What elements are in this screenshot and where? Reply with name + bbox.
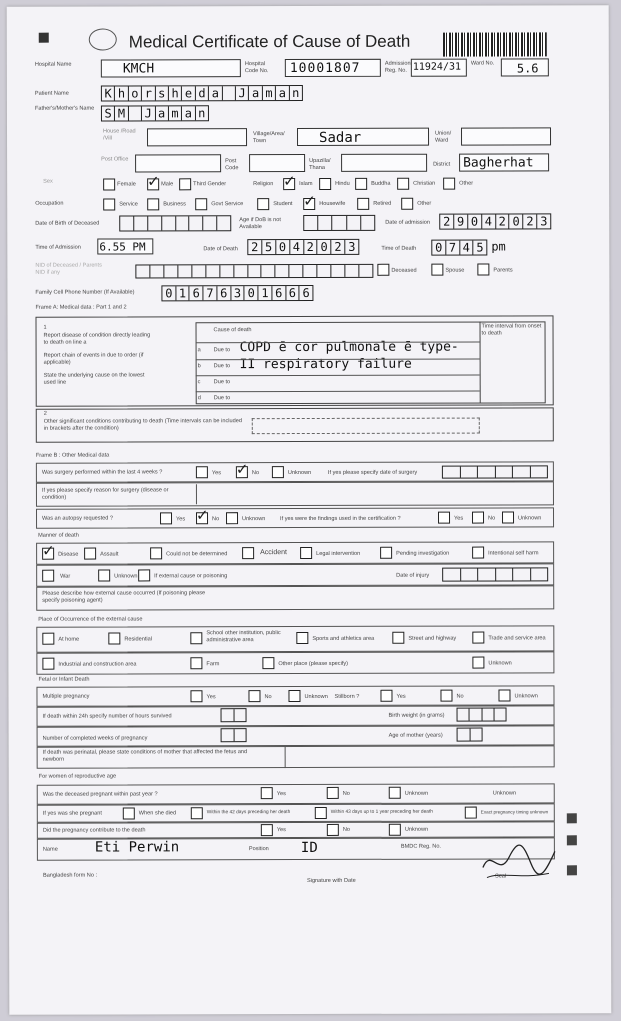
patient-letter: e (182, 86, 195, 100)
fetal-title: Fetal or Infant Death (38, 676, 90, 683)
surgery-unknown-label: Unknown (287, 469, 312, 477)
perinatal-label: If death was perinatal, please state conditions of mother that affected the fetus and newborn (42, 749, 248, 763)
place-title: Place of Occurrence of the external cause (38, 616, 143, 623)
manner-unknown-label: Unknown (114, 573, 138, 580)
hospital-name-value: KMCH (122, 61, 155, 77)
digit: 0 (245, 286, 259, 300)
manner-war-label: War (60, 573, 71, 580)
place-sports-checkbox[interactable] (296, 632, 308, 644)
row-d-due: Due to (213, 395, 231, 402)
place-industrial-label: Industrial and construction area (58, 661, 137, 668)
when-died-label: When she died (138, 810, 177, 817)
place-unknown-label: Unknown (488, 660, 512, 667)
patient-letter: a (276, 86, 289, 100)
frame-a-title: Frame A: Medical data : Part 1 and 2 (35, 304, 127, 311)
post-office-field[interactable] (135, 154, 221, 172)
digit: 3 (231, 286, 245, 300)
occ-other-label: Other (417, 200, 432, 207)
row-dividers (196, 342, 480, 393)
village-label: Village/Area/ Town (253, 131, 285, 144)
occ-service-checkbox[interactable] (103, 199, 115, 211)
contribute-no-checkbox[interactable] (327, 824, 339, 836)
manner-external-label: If external cause or poisoning (154, 573, 228, 580)
digit: 0 (510, 214, 524, 228)
pregnant-no-label: No (342, 790, 350, 797)
manner-legal-label: Legal intervention (316, 550, 361, 557)
manner-war-checkbox[interactable] (42, 570, 54, 582)
manner-pending-checkbox[interactable] (380, 547, 392, 559)
patient-letter: m (263, 86, 276, 100)
digit: 2 (332, 240, 346, 254)
pregnant-yes-label: Yes (276, 791, 286, 798)
patient-name-label: Patient Name (34, 90, 69, 97)
union-label: Union/ Ward (435, 130, 452, 144)
position-value: ID (300, 839, 318, 857)
stillborn-yes-label: Yes (396, 693, 406, 700)
part1-instruction-3: State the underlying cause on the lowest used line (43, 372, 145, 386)
position-label: Position (248, 846, 269, 853)
village-value: Sadar (319, 129, 362, 146)
digit: 6 (286, 286, 300, 300)
surgery-question: Was surgery performed within the last 4 weeks ? (41, 469, 163, 476)
place-sports-label: Sports and athletics area (312, 635, 375, 642)
place-trade-label: Trade and service area (488, 635, 546, 642)
external-describe-label: Please describe how external cause occurred (If poisoning please specify poisoning agent) (42, 590, 206, 604)
digit: 0 (468, 215, 482, 229)
father-letter: a (155, 106, 168, 120)
signature-label: Signature with Date (306, 877, 356, 885)
stillborn-label: Stillborn ? (334, 693, 360, 700)
place-other-label: Other place (please specify) (278, 660, 349, 668)
findings-unknown-label: Unknown (518, 515, 542, 522)
mother-age-boxes[interactable] (457, 728, 483, 742)
manner-legal-checkbox[interactable] (300, 547, 312, 559)
patient-letter: h (169, 86, 182, 100)
occ-retired-checkbox[interactable] (357, 198, 369, 210)
admission-date-label: Date of admission (385, 219, 431, 226)
autopsy-unknown-checkbox[interactable] (226, 512, 238, 524)
multiple-pregnancy-label: Multiple pregnancy (42, 693, 90, 700)
religion-hindu-checkbox[interactable] (319, 178, 331, 190)
age-label: Age if DoB is not Available (239, 217, 281, 230)
digit: 7 (446, 241, 460, 255)
page-title: Medical Certificate of Cause of Death (128, 31, 411, 52)
within43-label: Within 43 days up to 1 year preceding her death (330, 809, 433, 815)
handwritten-signature (479, 837, 559, 883)
findings-no-label: No (488, 515, 496, 522)
multiple-no-checkbox[interactable] (248, 690, 260, 702)
parents-checkbox[interactable] (477, 264, 489, 276)
form-corner-mark (39, 33, 49, 43)
part1-instruction-1: Report disease of condition directly leading to death on line a (43, 332, 151, 346)
occ-housewife-label: Housewife (319, 200, 346, 207)
women-title: For women of reproductive age (38, 773, 117, 780)
manner-selfharm-checkbox[interactable] (472, 547, 484, 559)
patient-letter: a (209, 86, 222, 100)
digit: 4 (460, 241, 474, 255)
father-name-label: Father's/Mother's Name (34, 105, 95, 112)
digit: 1 (259, 286, 273, 300)
name-label: Name (42, 846, 58, 853)
surgery-yes-checkbox[interactable] (196, 466, 208, 478)
bmdc-label: BMDC Reg. No. (400, 843, 441, 850)
place-home-label: At home (58, 636, 80, 643)
manner-selfharm-label: Intentional self harm (488, 550, 539, 557)
surgery-date-boxes[interactable] (442, 465, 548, 478)
father-letter: J (142, 106, 155, 120)
occ-housewife-checkbox[interactable] (303, 198, 315, 210)
deceased-checkbox[interactable] (377, 264, 389, 276)
father-letter: a (182, 106, 195, 120)
religion-islam-label: Islam (299, 180, 313, 188)
hours-survived-label: If death within 24h specify number of hours survived (42, 713, 172, 720)
house-road-label: House /Road /Vill (103, 128, 136, 142)
manner-unknown-checkbox[interactable] (98, 570, 110, 582)
seal-label: Seal (494, 873, 507, 880)
stillborn-yes-checkbox[interactable] (380, 690, 392, 702)
patient-letter: o (129, 86, 142, 100)
time-interval-header: Time interval from onset to death (481, 323, 542, 337)
spouse-label: Spouse (445, 267, 465, 274)
manner-title: Manner of death (38, 532, 79, 539)
manner-disease-label: Disease (58, 551, 79, 558)
multiple-unknown-checkbox[interactable] (288, 690, 300, 702)
post-office-label: Post Office (101, 156, 129, 163)
patient-letter (223, 86, 236, 100)
religion-hindu-label: Hindu (335, 180, 350, 187)
side-mark-3 (567, 865, 577, 875)
multiple-no-label: No (264, 694, 272, 701)
weeks-boxes[interactable] (221, 728, 247, 742)
surgery-yes-label: Yes (211, 470, 222, 477)
post-code-field[interactable] (249, 154, 305, 172)
ward-value: 5.6 (516, 61, 539, 76)
occ-business-checkbox[interactable] (147, 198, 159, 210)
place-trade-checkbox[interactable] (472, 632, 484, 644)
occ-retired-label: Retired (373, 200, 392, 207)
place-street-checkbox[interactable] (392, 632, 404, 644)
religion-label: Religion (253, 181, 274, 188)
digit: 4 (482, 215, 496, 229)
pregnant-yes-checkbox[interactable] (261, 787, 273, 799)
within42-checkbox[interactable] (191, 807, 203, 819)
digit: 1 (176, 286, 190, 300)
place-residential-checkbox[interactable] (108, 632, 120, 644)
religion-buddha-label: Buddha (371, 180, 391, 187)
place-industrial-checkbox[interactable] (42, 658, 54, 670)
perinatal-field[interactable] (285, 745, 555, 768)
digit: 3 (348, 239, 356, 254)
patient-letter: r (142, 86, 155, 100)
manner-disease-checkbox[interactable] (42, 548, 54, 560)
surgery-no-label: No (251, 470, 260, 477)
contribute-yes-checkbox[interactable] (261, 824, 273, 836)
digit: 2 (248, 240, 262, 254)
place-farm-checkbox[interactable] (190, 657, 202, 669)
birth-weight-label: Birth weight (in grams) (388, 712, 445, 719)
digit: 0 (432, 241, 446, 255)
digit: 7 (204, 286, 218, 300)
admission-reg-value: 11924/31 (412, 61, 462, 73)
ward-label: Ward No. (470, 60, 495, 67)
patient-letter: a (249, 86, 262, 100)
admission-reg-label: Admission Reg. No. (384, 60, 411, 74)
religion-christian-label: Christian (413, 180, 436, 187)
frame-b-title: Frame B : Other Medical data (35, 452, 110, 459)
post-code-label: Post Code (225, 158, 239, 171)
manner-undetermined-label: Could not be determined (166, 551, 228, 558)
place-other-checkbox[interactable] (262, 657, 274, 669)
admission-date-boxes[interactable] (439, 213, 551, 229)
manner-assault-label: Assault (100, 551, 119, 558)
hospital-code-label: Hospital Code No. (244, 61, 269, 74)
occupation-label: Occupation (35, 200, 64, 207)
father-letter (129, 106, 142, 120)
women-row-2 (37, 803, 555, 822)
village-field[interactable] (297, 128, 429, 146)
dob-boxes[interactable] (119, 215, 231, 231)
surgery-no-checkbox[interactable] (236, 466, 248, 478)
father-letter: m (169, 106, 182, 120)
place-residential-label: Residential (124, 636, 153, 643)
when-pregnant-label: If yes was she pregnant (42, 810, 102, 817)
nid-label: NID of Deceased / Parents NID if any (35, 262, 102, 276)
autopsy-yes-checkbox[interactable] (160, 512, 172, 524)
admission-time-value: 6.55 PM (99, 240, 146, 254)
digit: 6 (190, 286, 204, 300)
digit: 0 (318, 240, 332, 254)
autopsy-question: Was an autopsy requested ? (42, 515, 114, 522)
certifier-name: Eti Perwin (94, 839, 180, 856)
place-school-checkbox[interactable] (190, 632, 202, 644)
occ-student-checkbox[interactable] (257, 198, 269, 210)
contribute-yes-label: Yes (276, 827, 286, 834)
injury-date-label: Date of injury (396, 572, 430, 579)
place-school-label: School other institution, public administrative area (206, 630, 281, 643)
autopsy-no-label: No (212, 516, 220, 523)
manner-assault-checkbox[interactable] (84, 548, 96, 560)
dob-label: Date of Birth of Deceased (35, 220, 100, 227)
digit: 0 (276, 240, 290, 254)
place-unknown-checkbox[interactable] (472, 657, 484, 669)
weeks-label: Number of completed weeks of pregnancy (42, 735, 148, 742)
nid-boxes[interactable] (135, 264, 373, 279)
occ-business-label: Business (163, 201, 186, 208)
digit: 2 (496, 214, 510, 228)
contribute-unknown-label: Unknown (404, 826, 429, 833)
exact-unknown-checkbox[interactable] (465, 807, 477, 819)
pregnant-no-checkbox[interactable] (327, 787, 339, 799)
religion-christian-checkbox[interactable] (397, 178, 409, 190)
father-letter: S (102, 107, 115, 121)
patient-letter: n (292, 86, 300, 101)
place-street-label: Street and highway (408, 635, 457, 642)
autopsy-yes-label: Yes (176, 516, 186, 523)
patient-letter: J (236, 86, 249, 100)
part2-field[interactable] (252, 418, 480, 435)
pregnant-unknown-2-label: Unknown (492, 790, 517, 797)
place-home-checkbox[interactable] (42, 633, 54, 645)
within42-label: Within the 42 days preceding her death (206, 810, 291, 816)
form-number-label: Bangladesh form No : (42, 872, 98, 879)
occ-govt-checkbox[interactable] (195, 198, 207, 210)
sex-third-checkbox[interactable] (179, 178, 191, 190)
district-label: District (433, 161, 451, 168)
admission-time-label: Time of Admission (35, 244, 81, 251)
father-name-boxes[interactable] (101, 105, 209, 121)
death-time-label: Time of Death (381, 245, 417, 252)
pregnant-unknown-label: Unknown (404, 790, 429, 797)
parents-label: Parents (493, 267, 513, 274)
manner-undetermined-checkbox[interactable] (150, 547, 162, 559)
hospital-name-label: Hospital Name (34, 61, 72, 68)
phone-label: Family Cell Phone Number (If Available) (35, 289, 135, 296)
age-boxes[interactable] (303, 215, 375, 231)
sex-female-label: Female (117, 181, 136, 188)
digit: 5 (262, 240, 276, 254)
manner-pending-label: Pending investigation (396, 550, 450, 557)
weight-boxes[interactable] (457, 707, 507, 721)
upazila-field[interactable] (341, 154, 427, 172)
death-date-label: Date of Death (203, 246, 238, 253)
digit: 2 (440, 215, 454, 229)
religion-islam-checkbox[interactable] (283, 178, 295, 190)
digit: 6 (217, 286, 231, 300)
mother-age-label: Age of mother (years) (388, 732, 443, 739)
occ-other-checkbox[interactable] (401, 198, 413, 210)
stillborn-no-checkbox[interactable] (440, 690, 452, 702)
digit: 2 (304, 240, 318, 254)
union-field[interactable] (461, 127, 551, 145)
patient-letter: s (156, 86, 169, 100)
religion-other-label: Other (459, 180, 474, 187)
pregnant-question: Was the deceased pregnant within past year ? (42, 791, 158, 798)
patient-letter: d (196, 86, 209, 100)
surgery-reason-field[interactable] (196, 483, 553, 504)
death-date-boxes[interactable] (247, 239, 359, 255)
manner-accident-label: Accident (260, 549, 287, 557)
when-died-checkbox[interactable] (123, 807, 135, 819)
findings-unknown-checkbox[interactable] (502, 511, 514, 523)
digit: 0 (162, 286, 176, 300)
multiple-yes-label: Yes (206, 694, 216, 701)
autopsy-no-checkbox[interactable] (196, 512, 208, 524)
part1-instruction-2: Report chain of events in due to order (if applicable) (43, 352, 144, 366)
part2-instruction: Other significant conditions contributing to death (Time intervals can be included in brackets after the condition) (43, 418, 242, 432)
occ-govt-label: Govt Service (211, 201, 244, 208)
place-farm-label: Farm (206, 661, 220, 668)
findings-yes-label: Yes (454, 515, 464, 522)
upazila-label: Upazilla/ Thana (309, 157, 331, 171)
digit: 9 (454, 215, 468, 229)
exact-unknown-label: Exact pregnancy timing unknown (480, 809, 549, 815)
patient-letter: h (115, 86, 128, 100)
sex-male-label: Male (161, 181, 174, 188)
sex-male-checkbox[interactable] (147, 178, 159, 190)
pregnant-unknown-checkbox[interactable] (389, 787, 401, 799)
cause-header: Cause of death (213, 327, 252, 334)
death-time-boxes[interactable] (431, 240, 487, 256)
father-letter: n (198, 106, 206, 121)
sex-label: Sex (43, 178, 53, 185)
manner-external-checkbox[interactable] (138, 569, 150, 581)
patient-name-boxes[interactable] (101, 85, 303, 102)
row-d-letter: d (197, 395, 201, 402)
digit: 3 (540, 214, 548, 229)
barcode (443, 32, 547, 56)
certificate-paper (7, 5, 612, 1015)
patient-letter: K (102, 87, 115, 101)
contribute-unknown-checkbox[interactable] (389, 824, 401, 836)
contribute-no-label: No (342, 826, 351, 833)
surgery-unknown-checkbox[interactable] (272, 466, 284, 478)
findings-yes-checkbox[interactable] (438, 512, 450, 524)
phone-boxes[interactable] (161, 285, 313, 301)
side-mark-1 (567, 813, 577, 823)
surgery-reason-label: If yes please specify reason for surgery (disease or condition) (41, 487, 169, 501)
spouse-checkbox[interactable] (431, 264, 443, 276)
surgery-date-label: If yes please specify date of surgery (327, 469, 418, 476)
digit: 6 (302, 285, 310, 301)
hours-boxes[interactable] (221, 708, 247, 722)
stillborn-unknown-label: Unknown (514, 693, 538, 700)
death-time-suffix: pm (491, 239, 506, 254)
religion-buddha-checkbox[interactable] (355, 178, 367, 190)
stillborn-unknown-checkbox[interactable] (498, 689, 510, 701)
digit: 6 (272, 286, 286, 300)
autopsy-unknown-label: Unknown (242, 516, 266, 523)
digit: 5 (476, 240, 484, 255)
within43-checkbox[interactable] (315, 807, 327, 819)
stillborn-no-label: No (456, 693, 464, 700)
contribute-label: Did the pregnancy contribute to the death (42, 827, 146, 834)
district-value: Bagherhat (463, 155, 534, 171)
digit: 2 (523, 214, 537, 228)
hospital-name-field[interactable] (101, 59, 241, 77)
sex-third-label: Third Gender (193, 181, 227, 188)
part1-number: 1 (43, 324, 47, 331)
findings-no-checkbox[interactable] (472, 512, 484, 524)
part2-number: 2 (43, 410, 47, 417)
multiple-yes-checkbox[interactable] (190, 690, 202, 702)
deceased-label: Deceased (391, 267, 417, 274)
sex-female-checkbox[interactable] (103, 179, 115, 191)
multiple-unknown-label: Unknown (304, 693, 328, 701)
digit: 4 (290, 240, 304, 254)
religion-other-checkbox[interactable] (443, 178, 455, 190)
father-letter: M (115, 106, 128, 120)
manner-accident-checkbox[interactable] (242, 547, 254, 559)
house-road-field[interactable] (147, 128, 247, 146)
occ-service-label: Service (119, 201, 138, 208)
hospital-code-value: 10001807 (289, 60, 361, 77)
side-mark-2 (567, 835, 577, 845)
occ-student-label: Student (273, 201, 293, 208)
autopsy-findings-label: If yes were the findings used in the certification ? (280, 515, 401, 523)
emblem-logo (89, 29, 117, 51)
injury-date-boxes[interactable] (442, 567, 548, 581)
